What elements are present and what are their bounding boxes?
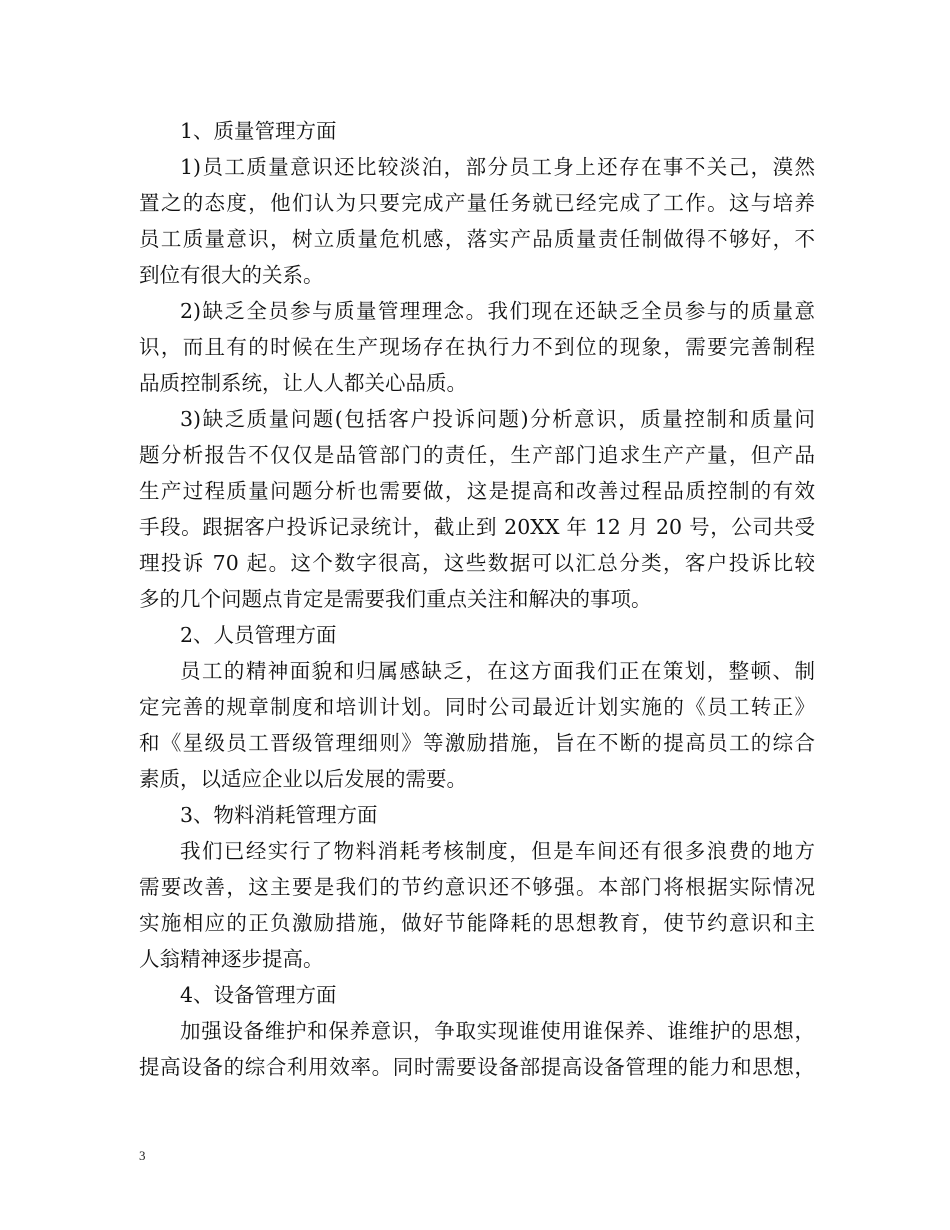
text-line: 1、质量管理方面 bbox=[180, 119, 337, 143]
text-line: 提高设备的综合利用效率。同时需要设备部提高设备管理的能力和思想， bbox=[139, 1055, 815, 1079]
text-line: 置之的态度，他们认为只要完成产量任务就已经完成了工作。这与培养 bbox=[139, 191, 815, 215]
text-line: 实施相应的正负激励措施，做好节能降耗的思想教育，使节约意识和主 bbox=[139, 911, 815, 935]
text-line: 手段。跟据客户投诉记录统计，截止到 20XX 年 12 月 20 号，公司共受 bbox=[139, 515, 815, 539]
text-line: 识，而且有的时候在生产现场存在执行力不到位的现象，需要完善制程 bbox=[139, 335, 815, 359]
text-line: 到位有很大的关系。 bbox=[139, 263, 324, 287]
text-line: 2、人员管理方面 bbox=[180, 623, 337, 647]
text-line: 1)员工质量意识还比较淡泊，部分员工身上还存在事不关己，漠然 bbox=[180, 155, 815, 179]
text-line: 生产过程质量问题分析也需要做，这是提高和改善过程品质控制的有效 bbox=[139, 479, 815, 503]
text-line: 2)缺乏全员参与质量管理理念。我们现在还缺乏全员参与的质量意 bbox=[180, 299, 815, 323]
text-line: 理投诉 70 起。这个数字很高，这些数据可以汇总分类，客户投诉比较 bbox=[139, 551, 815, 575]
text-line: 加强设备维护和保养意识，争取实现谁使用谁保养、谁维护的思想， bbox=[180, 1019, 815, 1043]
text-line: 4、设备管理方面 bbox=[180, 983, 337, 1007]
text-line: 3、物料消耗管理方面 bbox=[180, 803, 378, 827]
text-line: 多的几个问题点肯定是需要我们重点关注和解决的事项。 bbox=[139, 587, 652, 611]
text-line: 3)缺乏质量问题(包括客户投诉问题)分析意识，质量控制和质量问 bbox=[180, 407, 815, 431]
text-line: 素质，以适应企业以后发展的需要。 bbox=[139, 767, 467, 791]
text-line: 和《星级员工晋级管理细则》等激励措施，旨在不断的提高员工的综合 bbox=[139, 731, 815, 755]
document-body bbox=[139, 113, 815, 1085]
text-line: 需要改善，这主要是我们的节约意识还不够强。本部门将根据实际情况 bbox=[139, 875, 815, 899]
text-line: 人翁精神逐步提高。 bbox=[139, 947, 324, 971]
text-line: 员工质量意识，树立质量危机感，落实产品质量责任制做得不够好，不 bbox=[139, 227, 815, 251]
text-line: 我们已经实行了物料消耗考核制度，但是车间还有很多浪费的地方 bbox=[180, 839, 815, 863]
text-line: 品质控制系统，让人人都关心品质。 bbox=[139, 371, 467, 395]
text-line: 员工的精神面貌和归属感缺乏，在这方面我们正在策划，整顿、制 bbox=[180, 659, 815, 683]
text-line: 定完善的规章制度和培训计划。同时公司最近计划实施的《员工转正》 bbox=[139, 695, 815, 719]
page-number: 3 bbox=[139, 1148, 146, 1163]
text-line: 题分析报告不仅仅是品管部门的责任，生产部门追求生产产量，但产品 bbox=[139, 443, 815, 467]
